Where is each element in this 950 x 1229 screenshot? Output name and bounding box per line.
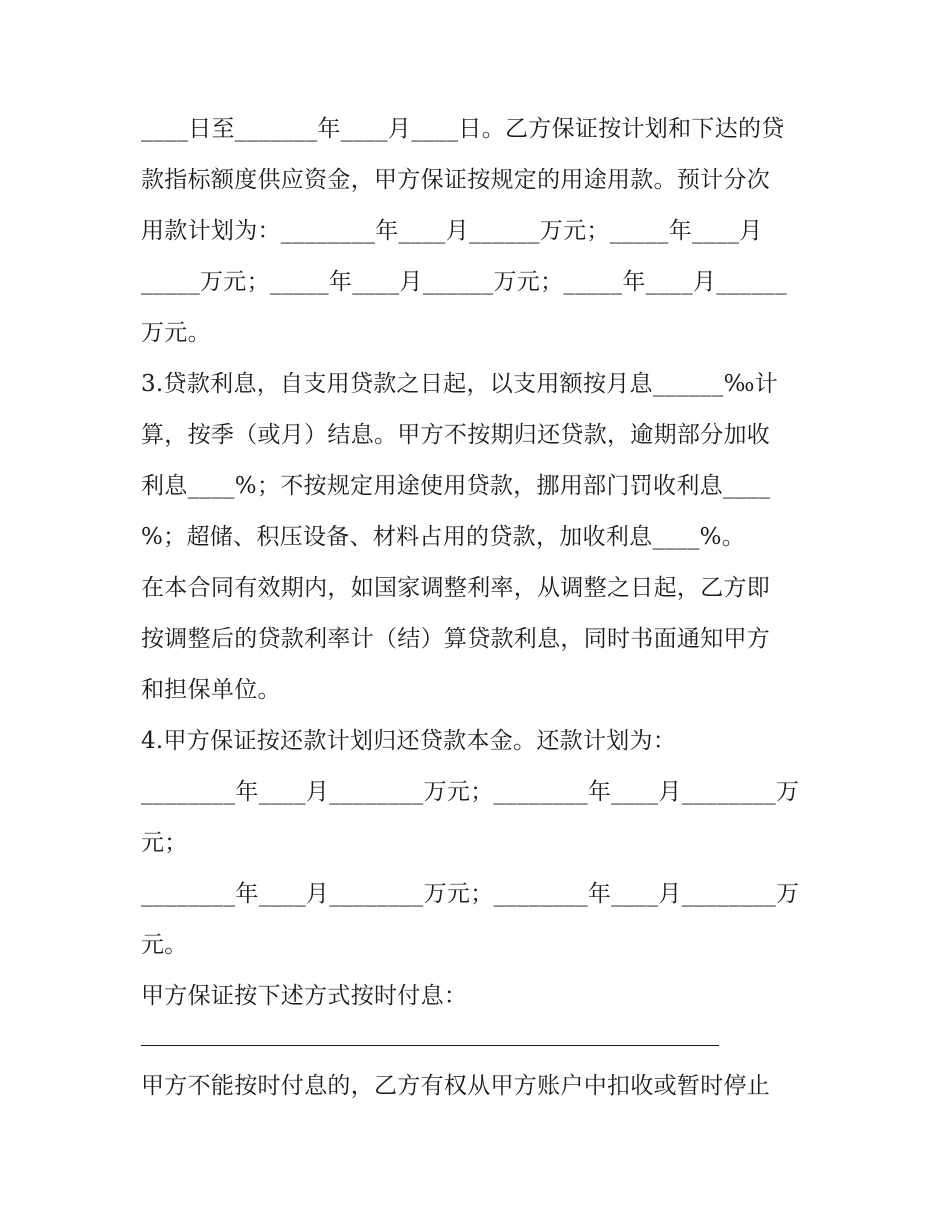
text-line: 元。 [141, 932, 188, 958]
text-line: 万元。 [141, 320, 211, 346]
text-line: 利息____%；不按规定用途使用贷款，挪用部门罚收利息____ [141, 473, 771, 499]
text-line: %；超储、积压设备、材料占用的贷款，加收利息____%。 [141, 524, 746, 550]
text-line: 元； [141, 830, 188, 856]
text-line: 算，按季（或月）结息。甲方不按期归还贷款，逾期部分加收 [141, 422, 771, 448]
text-line: 3.贷款利息，自支用贷款之日起，以支用额按月息______‰计 [141, 371, 779, 397]
text-line: 和担保单位。 [141, 677, 281, 703]
text-line: ________年____月________万元；________年____月________万 [141, 779, 800, 805]
text-line: 甲方不能按时付息的，乙方有权从甲方账户中扣收或暂时停止 [141, 1073, 771, 1099]
text-line: ____日至_______年____月____日。乙方保证按计划和下达的贷 [141, 116, 785, 142]
text-line: ________年____月________万元；________年____月________万 [141, 881, 800, 907]
text-line: 款指标额度供应资金，甲方保证按规定的用途用款。预计分次 [141, 167, 771, 193]
text-line: _____万元；_____年____月______万元；_____年____月______ [141, 269, 787, 295]
text-line: 4.甲方保证按还款计划归还贷款本金。还款计划为： [141, 728, 677, 754]
blank-fill-line [141, 1045, 719, 1046]
text-line: 在本合同有效期内，如国家调整利率，从调整之日起，乙方即 [141, 575, 771, 601]
text-line: 甲方保证按下述方式按时付息： [141, 983, 468, 1009]
text-line: 用款计划为：________年____月______万元；_____年____月 [141, 218, 763, 244]
text-line: 按调整后的贷款利率计（结）算贷款利息，同时书面通知甲方 [141, 626, 771, 652]
